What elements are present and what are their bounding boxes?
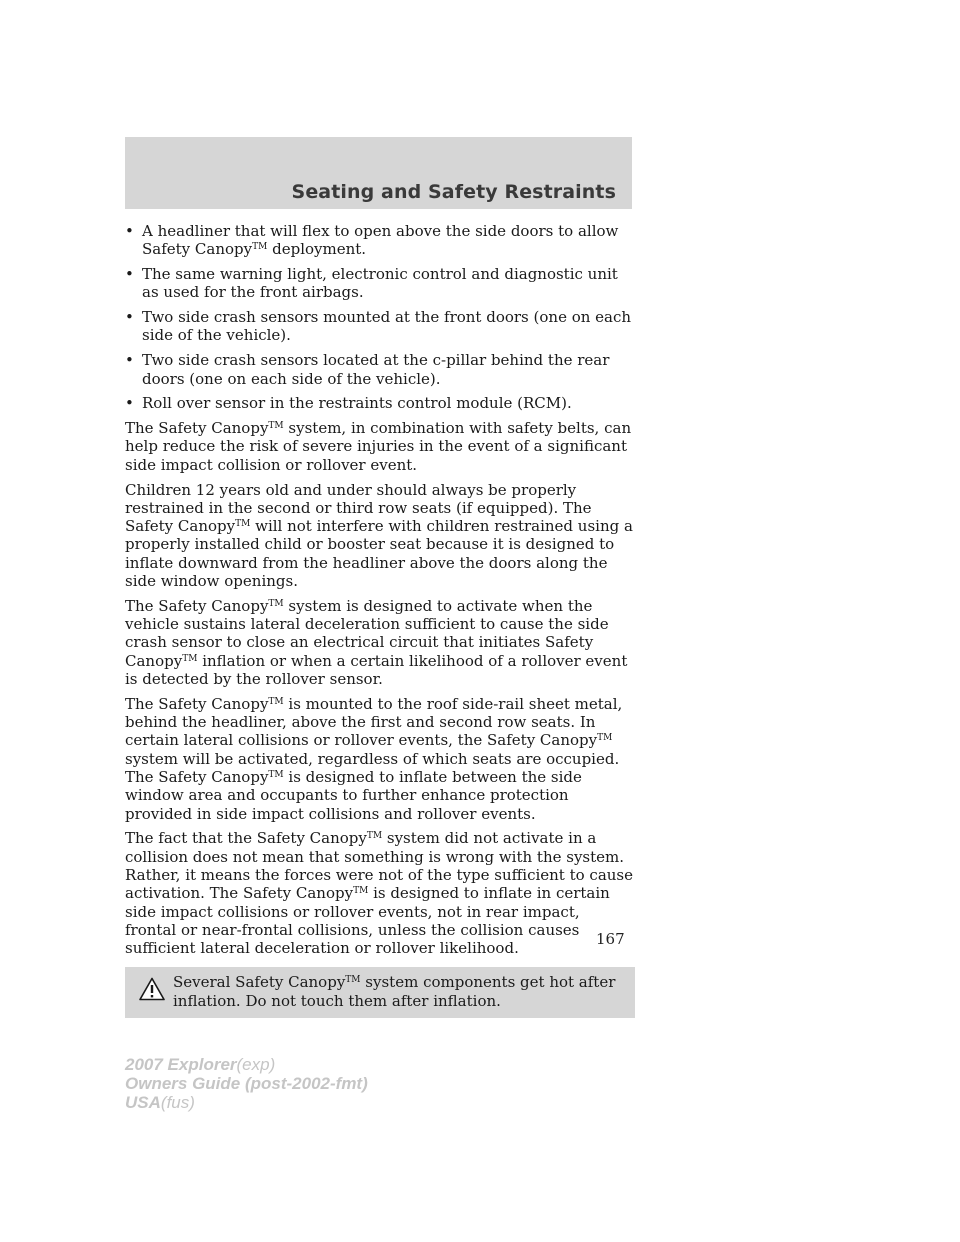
trademark-mark: TM (268, 598, 284, 609)
trademark-mark: TM (345, 975, 361, 986)
trademark-mark: TM (268, 770, 284, 781)
page-content (125, 222, 635, 1018)
page-number: 167 (596, 930, 625, 948)
trademark-mark: TM (353, 886, 369, 897)
feature-list (125, 222, 635, 413)
paragraph: The Safety Canopy™ is mounted to the roof side-rail sheet metal, behind the headliner, above the first and second row seats. In certain lateral collisions or rollover events, the Safety Canopy™ system will be activated, regardless of which seats are occupied. The Safety Canopy™ is designed to inflate between the side window area and occupants to further enhance protection provided in side impact collisions and rollover events. (125, 694, 623, 823)
footer-line-model: 2007 Explorer(exp) (125, 1055, 276, 1074)
list-item: • Roll over sensor in the restraints control module (RCM). (125, 394, 635, 412)
footer-line-market: USA(fus) (125, 1093, 195, 1112)
trademark-mark: TM (182, 653, 198, 664)
list-item: • A headliner that will flex to open above the side doors to allow Safety Canopy™ deployment. (125, 222, 635, 259)
trademark-mark: TM (268, 421, 284, 432)
list-item: • The same warning light, electronic control and diagnostic unit as used for the front airbags. (125, 265, 635, 302)
list-item: • Two side crash sensors mounted at the front doors (one on each side of the vehicle). (125, 308, 635, 345)
warning-text: Several Safety Canopy™ system components get hot after inflation. Do not touch them after inflation. (173, 973, 616, 1010)
trademark-mark: TM (597, 733, 613, 744)
trademark-mark: TM (252, 242, 268, 253)
paragraph: Children 12 years old and under should always be properly restrained in the second or third row seats (if equipped). The Safety Canopy™ will not interfere with children restrained using a properly installed child or booster seat because it is designed to inflate downward from the headliner above the doors along the side window openings. (125, 480, 633, 591)
section-title: Seating and Safety Restraints (291, 181, 616, 203)
list-item: • Two side crash sensors located at the c-pillar behind the rear doors (one on each side of the vehicle). (125, 351, 635, 388)
footer-line-guide: Owners Guide (post-2002-fmt) (125, 1074, 368, 1093)
paragraph: The Safety Canopy™ system, in combination with safety belts, can help reduce the risk of severe injuries in the event of a significant side impact collision or rollover event. (125, 419, 632, 474)
section-header-band (125, 137, 632, 209)
trademark-mark: TM (235, 519, 251, 530)
warning-triangle-icon (139, 977, 165, 1001)
trademark-mark: TM (268, 696, 284, 707)
footer (125, 1055, 368, 1112)
trademark-mark: TM (366, 831, 383, 842)
paragraph: The Safety Canopy™ system is designed to activate when the vehicle sustains lateral deceleration sufficient to cause the side crash sensor to close an electrical circuit that initiates Safety Canopy™ inflation or when a certain likelihood of a rollover event is detected by the rollover sensor. (125, 596, 628, 689)
warning-box (125, 967, 635, 1018)
paragraph: The fact that the Safety Canopy™ system did not activate in a collision does not mean that something is wrong with the system. Rather, it means the forces were not of the type sufficient to cause activation. The Safety Canopy™ is designed to inflate in certain side impact collisions or rollover events, not in rear impact, frontal or near-frontal collisions, unless the collision causes sufficient lateral deceleration or rollover likelihood. (125, 829, 634, 958)
